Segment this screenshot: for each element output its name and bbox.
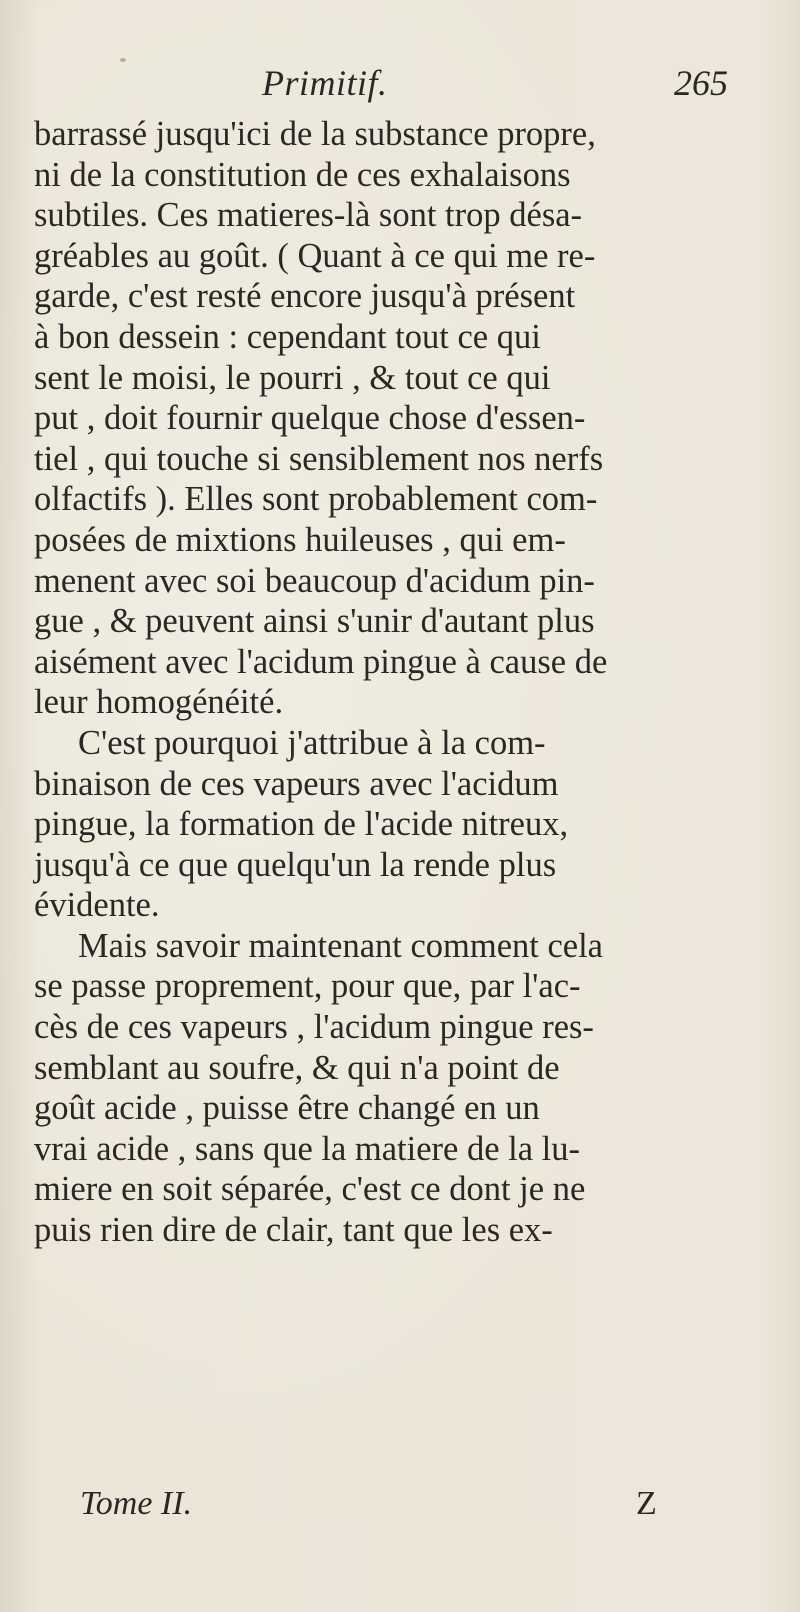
volume-mark: Tome II. [80, 1485, 193, 1522]
text-line: put , doit fournir quelque chose d'essen- [34, 399, 586, 438]
text-line: garde, c'est resté encore jusqu'à présent [34, 277, 576, 316]
text-line: olfactifs ). Elles sont probablement com- [34, 480, 598, 519]
page-header [0, 62, 800, 122]
text-line: jusqu'à ce que quelqu'un la rende plus [34, 845, 557, 884]
text-line: cès de ces vapeurs , l'acidum pingue res- [34, 1008, 594, 1047]
text-line: gréables au goût. ( Quant à ce qui me re- [34, 236, 596, 275]
page-number: 265 [674, 63, 728, 103]
text-line: leur homogénéité. [34, 683, 284, 722]
text-line: ni de la constitution de ces exhalaisons [34, 155, 571, 194]
text-line: barrassé jusqu'ici de la substance propre, [34, 115, 596, 153]
text-line: semblant au soufre, & qui n'a point de [34, 1048, 560, 1087]
text-line: subtiles. Ces matieres-là sont trop désa- [34, 196, 583, 235]
text-line: aisément avec l'acidum pingue à cause de [34, 642, 608, 681]
text-line: gue , & peuvent ainsi s'unir d'autant plus [34, 602, 595, 641]
text-line: puis rien dire de clair, tant que les ex- [34, 1211, 553, 1250]
text-line: goût acide , puisse être changé en un [34, 1089, 540, 1128]
text-line: menent avec soi beaucoup d'acidum pin- [34, 561, 595, 600]
body-text [34, 114, 776, 1251]
paragraph-start-line: C'est pourquoi j'attribue à la com- [78, 723, 546, 762]
text-line: vrai acide , sans que la matiere de la lu- [34, 1129, 581, 1168]
text-line: pingue, la formation de l'acide nitreux, [34, 805, 569, 844]
signature-mark: Z [636, 1485, 657, 1522]
text-line: miere en soit séparée, c'est ce dont je ne [34, 1170, 586, 1209]
text-line: à bon dessein : cependant tout ce qui [34, 317, 541, 356]
page-footer [0, 1485, 800, 1533]
text-line: évidente. [34, 886, 160, 925]
paragraph-start-line: Mais savoir maintenant comment cela [78, 926, 603, 965]
text-line: se passe proprement, pour que, par l'ac- [34, 967, 581, 1006]
running-title: Primitif. [262, 63, 388, 103]
text-line: tiel , qui touche si sensiblement nos nerfs [34, 439, 604, 478]
text-line: posées de mixtions huileuses , qui em- [34, 520, 566, 559]
text-line: sent le moisi, le pourri , & tout ce qui [34, 358, 551, 397]
text-line: binaison de ces vapeurs avec l'acidum [34, 764, 559, 803]
